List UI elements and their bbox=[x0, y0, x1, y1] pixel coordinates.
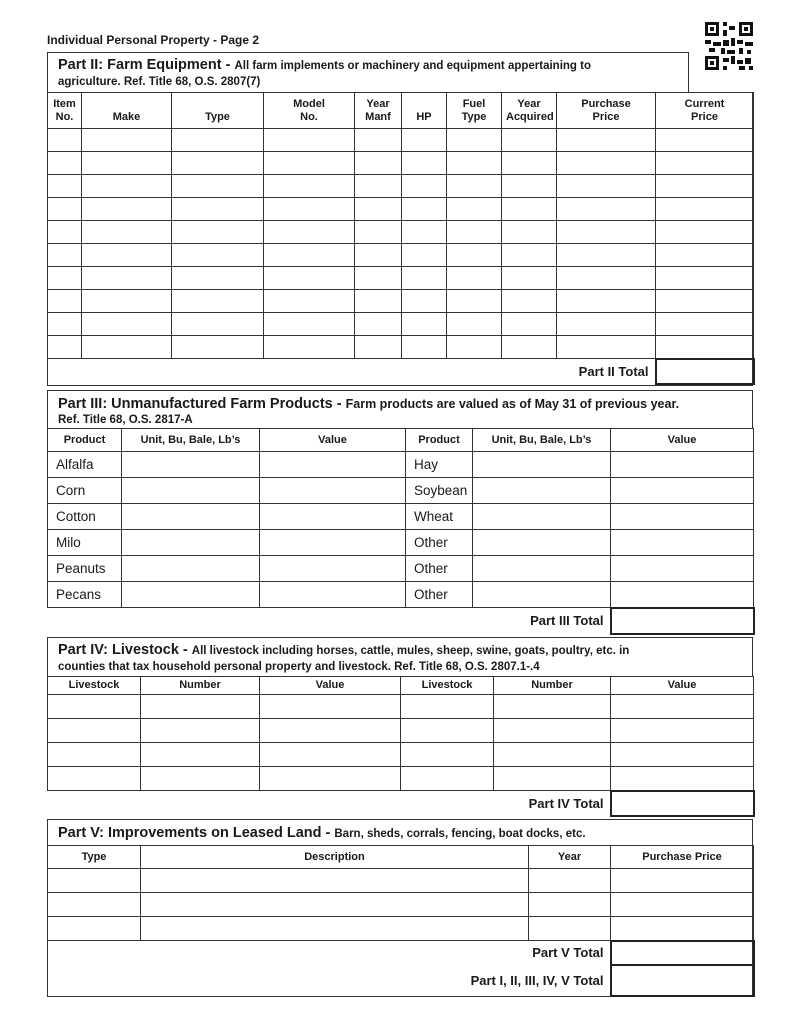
column-header: Number bbox=[141, 677, 260, 695]
farm-equipment-table bbox=[47, 92, 755, 385]
input-cell[interactable] bbox=[529, 893, 611, 917]
input-cell[interactable] bbox=[447, 267, 502, 290]
input-cell[interactable] bbox=[141, 917, 529, 941]
input-cell[interactable] bbox=[557, 129, 656, 152]
product-label: Cotton bbox=[48, 504, 122, 530]
input-cell[interactable] bbox=[402, 336, 447, 359]
input-cell[interactable] bbox=[355, 244, 402, 267]
value-field[interactable] bbox=[260, 452, 406, 478]
unit-field[interactable] bbox=[473, 478, 611, 504]
input-cell[interactable] bbox=[557, 152, 656, 175]
column-header bbox=[264, 93, 355, 129]
part2-description: All farm implements or machinery and equipment appertaining to bbox=[234, 60, 591, 72]
part5-total-label: Part V Total bbox=[532, 945, 604, 961]
part5-header bbox=[47, 819, 753, 846]
product-label: Other bbox=[406, 582, 473, 608]
input-cell[interactable] bbox=[264, 198, 355, 221]
input-cell[interactable] bbox=[172, 313, 264, 336]
part3-total-field[interactable] bbox=[611, 608, 754, 634]
input-cell[interactable] bbox=[557, 221, 656, 244]
column-header-line: Model bbox=[293, 97, 325, 110]
part5-description: Barn, sheds, corrals, fencing, boat docks, etc. bbox=[334, 828, 586, 840]
input-cell[interactable] bbox=[401, 767, 494, 791]
input-cell[interactable] bbox=[172, 290, 264, 313]
input-cell[interactable] bbox=[355, 198, 402, 221]
input-cell[interactable] bbox=[611, 917, 754, 941]
input-cell[interactable] bbox=[502, 129, 557, 152]
input-cell[interactable] bbox=[141, 869, 529, 893]
product-label: Corn bbox=[48, 478, 122, 504]
value-field[interactable] bbox=[260, 530, 406, 556]
unit-field[interactable] bbox=[473, 556, 611, 582]
column-header-line: Item bbox=[53, 97, 76, 110]
input-cell[interactable] bbox=[402, 290, 447, 313]
unit-field[interactable] bbox=[122, 504, 260, 530]
input-cell[interactable] bbox=[48, 244, 82, 267]
input-cell[interactable] bbox=[447, 221, 502, 244]
input-cell[interactable] bbox=[82, 221, 172, 244]
table-row bbox=[48, 336, 754, 359]
input-cell[interactable] bbox=[401, 719, 494, 743]
table-row bbox=[48, 290, 754, 313]
table-row bbox=[48, 244, 754, 267]
unit-field[interactable] bbox=[122, 530, 260, 556]
input-cell[interactable] bbox=[260, 743, 401, 767]
column-header: Product bbox=[406, 429, 473, 452]
input-cell[interactable] bbox=[48, 336, 82, 359]
input-cell[interactable] bbox=[502, 198, 557, 221]
input-cell[interactable] bbox=[656, 129, 754, 152]
column-header-line: No. bbox=[55, 110, 74, 123]
input-cell[interactable] bbox=[611, 869, 754, 893]
input-cell[interactable] bbox=[355, 336, 402, 359]
column-header-line bbox=[86, 98, 167, 111]
unit-field[interactable] bbox=[122, 582, 260, 608]
table-row bbox=[48, 869, 754, 893]
input-cell[interactable] bbox=[656, 198, 754, 221]
input-cell[interactable] bbox=[502, 336, 557, 359]
table-row bbox=[48, 452, 754, 478]
input-cell[interactable] bbox=[48, 313, 82, 336]
part2-reference: agriculture. Ref. Title 68, O.S. 2807(7) bbox=[58, 76, 261, 88]
table-row bbox=[48, 556, 754, 582]
value-field[interactable] bbox=[611, 530, 754, 556]
input-cell[interactable] bbox=[494, 743, 611, 767]
column-header: Year bbox=[529, 846, 611, 869]
input-cell[interactable] bbox=[172, 175, 264, 198]
input-cell[interactable] bbox=[355, 175, 402, 198]
table-row bbox=[48, 152, 754, 175]
input-cell[interactable] bbox=[141, 743, 260, 767]
input-cell[interactable] bbox=[355, 267, 402, 290]
unit-field[interactable] bbox=[122, 452, 260, 478]
input-cell[interactable] bbox=[264, 175, 355, 198]
input-cell[interactable] bbox=[82, 313, 172, 336]
column-header: Unit, Bu, Bale, Lb’s bbox=[473, 429, 611, 452]
value-field[interactable] bbox=[260, 556, 406, 582]
input-cell[interactable] bbox=[557, 336, 656, 359]
column-header-line: No. bbox=[300, 110, 318, 123]
column-header-line bbox=[176, 98, 259, 111]
input-cell[interactable] bbox=[611, 743, 754, 767]
total-row bbox=[48, 359, 754, 384]
input-cell[interactable] bbox=[172, 198, 264, 221]
input-cell[interactable] bbox=[82, 290, 172, 313]
product-label: Wheat bbox=[406, 504, 473, 530]
table-row bbox=[48, 221, 754, 244]
input-cell[interactable] bbox=[264, 221, 355, 244]
input-cell[interactable] bbox=[82, 152, 172, 175]
total-row bbox=[48, 608, 754, 634]
part5-title: Part V: Improvements on Leased Land - bbox=[58, 825, 335, 841]
input-cell[interactable] bbox=[447, 336, 502, 359]
input-cell[interactable] bbox=[355, 221, 402, 244]
value-field[interactable] bbox=[260, 478, 406, 504]
input-cell[interactable] bbox=[611, 893, 754, 917]
input-cell[interactable] bbox=[611, 767, 754, 791]
product-label: Alfalfa bbox=[48, 452, 122, 478]
value-field[interactable] bbox=[611, 478, 754, 504]
value-field[interactable] bbox=[611, 556, 754, 582]
part5-total-field[interactable] bbox=[611, 941, 754, 965]
input-cell[interactable] bbox=[402, 221, 447, 244]
input-cell[interactable] bbox=[172, 152, 264, 175]
column-header-line: Fuel bbox=[462, 97, 486, 110]
input-cell[interactable] bbox=[264, 244, 355, 267]
input-cell[interactable] bbox=[264, 290, 355, 313]
input-cell[interactable] bbox=[260, 719, 401, 743]
input-cell[interactable] bbox=[656, 290, 754, 313]
product-label: Pecans bbox=[48, 582, 122, 608]
column-header-line: Make bbox=[112, 110, 141, 123]
table-row bbox=[48, 267, 754, 290]
value-field[interactable] bbox=[260, 504, 406, 530]
part4-description: All livestock including horses, cattle, mules, sheep, swine, goats, poultry, etc. in bbox=[191, 645, 630, 657]
input-cell[interactable] bbox=[502, 313, 557, 336]
table-row bbox=[48, 582, 754, 608]
part3-description: Farm products are valued as of May 31 of previous year. bbox=[345, 397, 680, 411]
input-cell[interactable] bbox=[557, 313, 656, 336]
input-cell[interactable] bbox=[264, 267, 355, 290]
column-header-line: Purchase bbox=[581, 97, 631, 110]
column-header: Number bbox=[494, 677, 611, 695]
part3-reference: Ref. Title 68, O.S. 2817-A bbox=[58, 414, 193, 426]
input-cell[interactable] bbox=[48, 221, 82, 244]
column-header-line: Price bbox=[691, 110, 718, 123]
table-row bbox=[48, 530, 754, 556]
table-row bbox=[48, 129, 754, 152]
table-row bbox=[48, 695, 754, 719]
input-cell[interactable] bbox=[355, 129, 402, 152]
input-cell[interactable] bbox=[529, 869, 611, 893]
input-cell[interactable] bbox=[48, 917, 141, 941]
input-cell[interactable] bbox=[656, 244, 754, 267]
table-row bbox=[48, 478, 754, 504]
input-cell[interactable] bbox=[611, 695, 754, 719]
unit-field[interactable] bbox=[473, 582, 611, 608]
input-cell[interactable] bbox=[172, 244, 264, 267]
input-cell[interactable] bbox=[141, 893, 529, 917]
input-cell[interactable] bbox=[48, 267, 82, 290]
input-cell[interactable] bbox=[402, 175, 447, 198]
column-header: Purchase Price bbox=[611, 846, 754, 869]
input-cell[interactable] bbox=[402, 313, 447, 336]
input-cell[interactable] bbox=[402, 152, 447, 175]
column-header-line: Manf bbox=[365, 110, 391, 123]
table-row bbox=[48, 313, 754, 336]
input-cell[interactable] bbox=[656, 152, 754, 175]
input-cell[interactable] bbox=[402, 267, 447, 290]
part4-header bbox=[47, 637, 753, 677]
table-row bbox=[48, 917, 754, 941]
part2-total-field[interactable] bbox=[656, 359, 754, 384]
input-cell[interactable] bbox=[48, 743, 141, 767]
input-cell[interactable] bbox=[355, 313, 402, 336]
input-cell[interactable] bbox=[172, 267, 264, 290]
input-cell[interactable] bbox=[447, 244, 502, 267]
input-cell[interactable] bbox=[82, 129, 172, 152]
part4-total-field[interactable] bbox=[611, 791, 754, 816]
input-cell[interactable] bbox=[48, 767, 141, 791]
column-header bbox=[355, 93, 402, 129]
input-cell[interactable] bbox=[656, 175, 754, 198]
column-header bbox=[557, 93, 656, 129]
input-cell[interactable] bbox=[260, 767, 401, 791]
column-header: Livestock bbox=[401, 677, 494, 695]
column-header-line: Current bbox=[684, 97, 725, 110]
column-header-line: Type bbox=[461, 110, 487, 123]
part3-header bbox=[47, 390, 753, 429]
input-cell[interactable] bbox=[502, 221, 557, 244]
input-cell[interactable] bbox=[502, 175, 557, 198]
input-cell[interactable] bbox=[172, 129, 264, 152]
part3-total-label: Part III Total bbox=[530, 613, 604, 629]
product-label: Soybean bbox=[406, 478, 473, 504]
column-header: Product bbox=[48, 429, 122, 452]
column-header bbox=[48, 93, 82, 129]
input-cell[interactable] bbox=[82, 244, 172, 267]
column-header bbox=[656, 93, 754, 129]
column-header bbox=[502, 93, 557, 129]
unit-field[interactable] bbox=[122, 556, 260, 582]
value-field[interactable] bbox=[611, 582, 754, 608]
input-cell[interactable] bbox=[48, 198, 82, 221]
input-cell[interactable] bbox=[401, 743, 494, 767]
column-header: Value bbox=[260, 429, 406, 452]
product-label: Peanuts bbox=[48, 556, 122, 582]
input-cell[interactable] bbox=[48, 175, 82, 198]
input-cell[interactable] bbox=[402, 244, 447, 267]
unit-field[interactable] bbox=[122, 478, 260, 504]
product-label: Milo bbox=[48, 530, 122, 556]
table-row bbox=[48, 743, 754, 767]
input-cell[interactable] bbox=[264, 152, 355, 175]
input-cell[interactable] bbox=[402, 129, 447, 152]
column-header bbox=[172, 93, 264, 129]
input-cell[interactable] bbox=[48, 719, 141, 743]
input-cell[interactable] bbox=[656, 336, 754, 359]
input-cell[interactable] bbox=[447, 175, 502, 198]
input-cell[interactable] bbox=[355, 152, 402, 175]
value-field[interactable] bbox=[611, 504, 754, 530]
input-cell[interactable] bbox=[48, 152, 82, 175]
column-header-line bbox=[406, 98, 442, 111]
product-label: Other bbox=[406, 530, 473, 556]
input-cell[interactable] bbox=[494, 767, 611, 791]
table-row bbox=[48, 893, 754, 917]
product-label: Hay bbox=[406, 452, 473, 478]
input-cell[interactable] bbox=[447, 290, 502, 313]
input-cell[interactable] bbox=[82, 267, 172, 290]
livestock-table bbox=[47, 676, 755, 817]
total-row bbox=[48, 791, 754, 816]
improvements-table bbox=[47, 845, 755, 997]
input-cell[interactable] bbox=[48, 695, 141, 719]
input-cell[interactable] bbox=[48, 869, 141, 893]
part2-header bbox=[47, 52, 689, 93]
input-cell[interactable] bbox=[82, 336, 172, 359]
table-row bbox=[48, 719, 754, 743]
input-cell[interactable] bbox=[141, 695, 260, 719]
input-cell[interactable] bbox=[557, 175, 656, 198]
input-cell[interactable] bbox=[447, 198, 502, 221]
input-cell[interactable] bbox=[557, 267, 656, 290]
table-row bbox=[48, 198, 754, 221]
input-cell[interactable] bbox=[447, 129, 502, 152]
part3-title: Part III: Unmanufactured Farm Products - bbox=[58, 396, 346, 412]
column-header: Value bbox=[260, 677, 401, 695]
farm-products-table bbox=[47, 428, 755, 635]
column-header: Value bbox=[611, 677, 754, 695]
input-cell[interactable] bbox=[82, 175, 172, 198]
column-header: Unit, Bu, Bale, Lb’s bbox=[122, 429, 260, 452]
input-cell[interactable] bbox=[264, 336, 355, 359]
input-cell[interactable] bbox=[260, 695, 401, 719]
value-field[interactable] bbox=[260, 582, 406, 608]
input-cell[interactable] bbox=[494, 719, 611, 743]
unit-field[interactable] bbox=[473, 530, 611, 556]
unit-field[interactable] bbox=[473, 504, 611, 530]
input-cell[interactable] bbox=[656, 221, 754, 244]
input-cell[interactable] bbox=[401, 695, 494, 719]
input-cell[interactable] bbox=[502, 290, 557, 313]
input-cell[interactable] bbox=[82, 198, 172, 221]
input-cell[interactable] bbox=[502, 244, 557, 267]
page-title: Individual Personal Property - Page 2 bbox=[47, 33, 260, 47]
input-cell[interactable] bbox=[529, 917, 611, 941]
grand-total-field[interactable] bbox=[611, 965, 754, 996]
table-row bbox=[48, 504, 754, 530]
input-cell[interactable] bbox=[172, 336, 264, 359]
part2-title: Part II: Farm Equipment - bbox=[58, 57, 235, 73]
column-header-line: Year bbox=[517, 97, 541, 110]
table-row bbox=[48, 767, 754, 791]
input-cell[interactable] bbox=[141, 767, 260, 791]
product-label: Other bbox=[406, 556, 473, 582]
qr-code-icon bbox=[705, 22, 753, 72]
input-cell[interactable] bbox=[557, 290, 656, 313]
input-cell[interactable] bbox=[402, 198, 447, 221]
input-cell[interactable] bbox=[447, 152, 502, 175]
column-header-line: Year bbox=[366, 97, 390, 110]
input-cell[interactable] bbox=[502, 152, 557, 175]
column-header-line: HP bbox=[416, 110, 432, 123]
input-cell[interactable] bbox=[141, 719, 260, 743]
input-cell[interactable] bbox=[48, 893, 141, 917]
column-header-line: Type bbox=[205, 110, 230, 123]
input-cell[interactable] bbox=[656, 267, 754, 290]
column-header: Type bbox=[48, 846, 141, 869]
input-cell[interactable] bbox=[172, 221, 264, 244]
value-field[interactable] bbox=[611, 452, 754, 478]
column-header: Description bbox=[141, 846, 529, 869]
input-cell[interactable] bbox=[355, 290, 402, 313]
input-cell[interactable] bbox=[48, 129, 82, 152]
input-cell[interactable] bbox=[264, 313, 355, 336]
total-row bbox=[48, 941, 754, 965]
input-cell[interactable] bbox=[611, 719, 754, 743]
input-cell[interactable] bbox=[447, 313, 502, 336]
total-row bbox=[48, 965, 754, 996]
column-header-line: Acquired bbox=[506, 110, 554, 123]
column-header-line: Price bbox=[592, 110, 620, 123]
column-header bbox=[447, 93, 502, 129]
input-cell[interactable] bbox=[656, 313, 754, 336]
part4-total-label: Part IV Total bbox=[528, 795, 604, 811]
input-cell[interactable] bbox=[502, 267, 557, 290]
part4-reference: counties that tax household personal property and livestock. Ref. Title 68, O.S. 2807.1-.4 bbox=[58, 661, 540, 673]
grand-total-label: Part I, II, III, IV, V Total bbox=[470, 972, 604, 988]
input-cell[interactable] bbox=[494, 695, 611, 719]
unit-field[interactable] bbox=[473, 452, 611, 478]
column-header bbox=[82, 93, 172, 129]
part2-total-label: Part II Total bbox=[578, 363, 649, 379]
column-header bbox=[402, 93, 447, 129]
input-cell[interactable] bbox=[264, 129, 355, 152]
input-cell[interactable] bbox=[48, 290, 82, 313]
input-cell[interactable] bbox=[557, 198, 656, 221]
input-cell[interactable] bbox=[557, 244, 656, 267]
table-row bbox=[48, 175, 754, 198]
part4-title: Part IV: Livestock - bbox=[58, 642, 192, 658]
column-header: Livestock bbox=[48, 677, 141, 695]
column-header: Value bbox=[611, 429, 754, 452]
